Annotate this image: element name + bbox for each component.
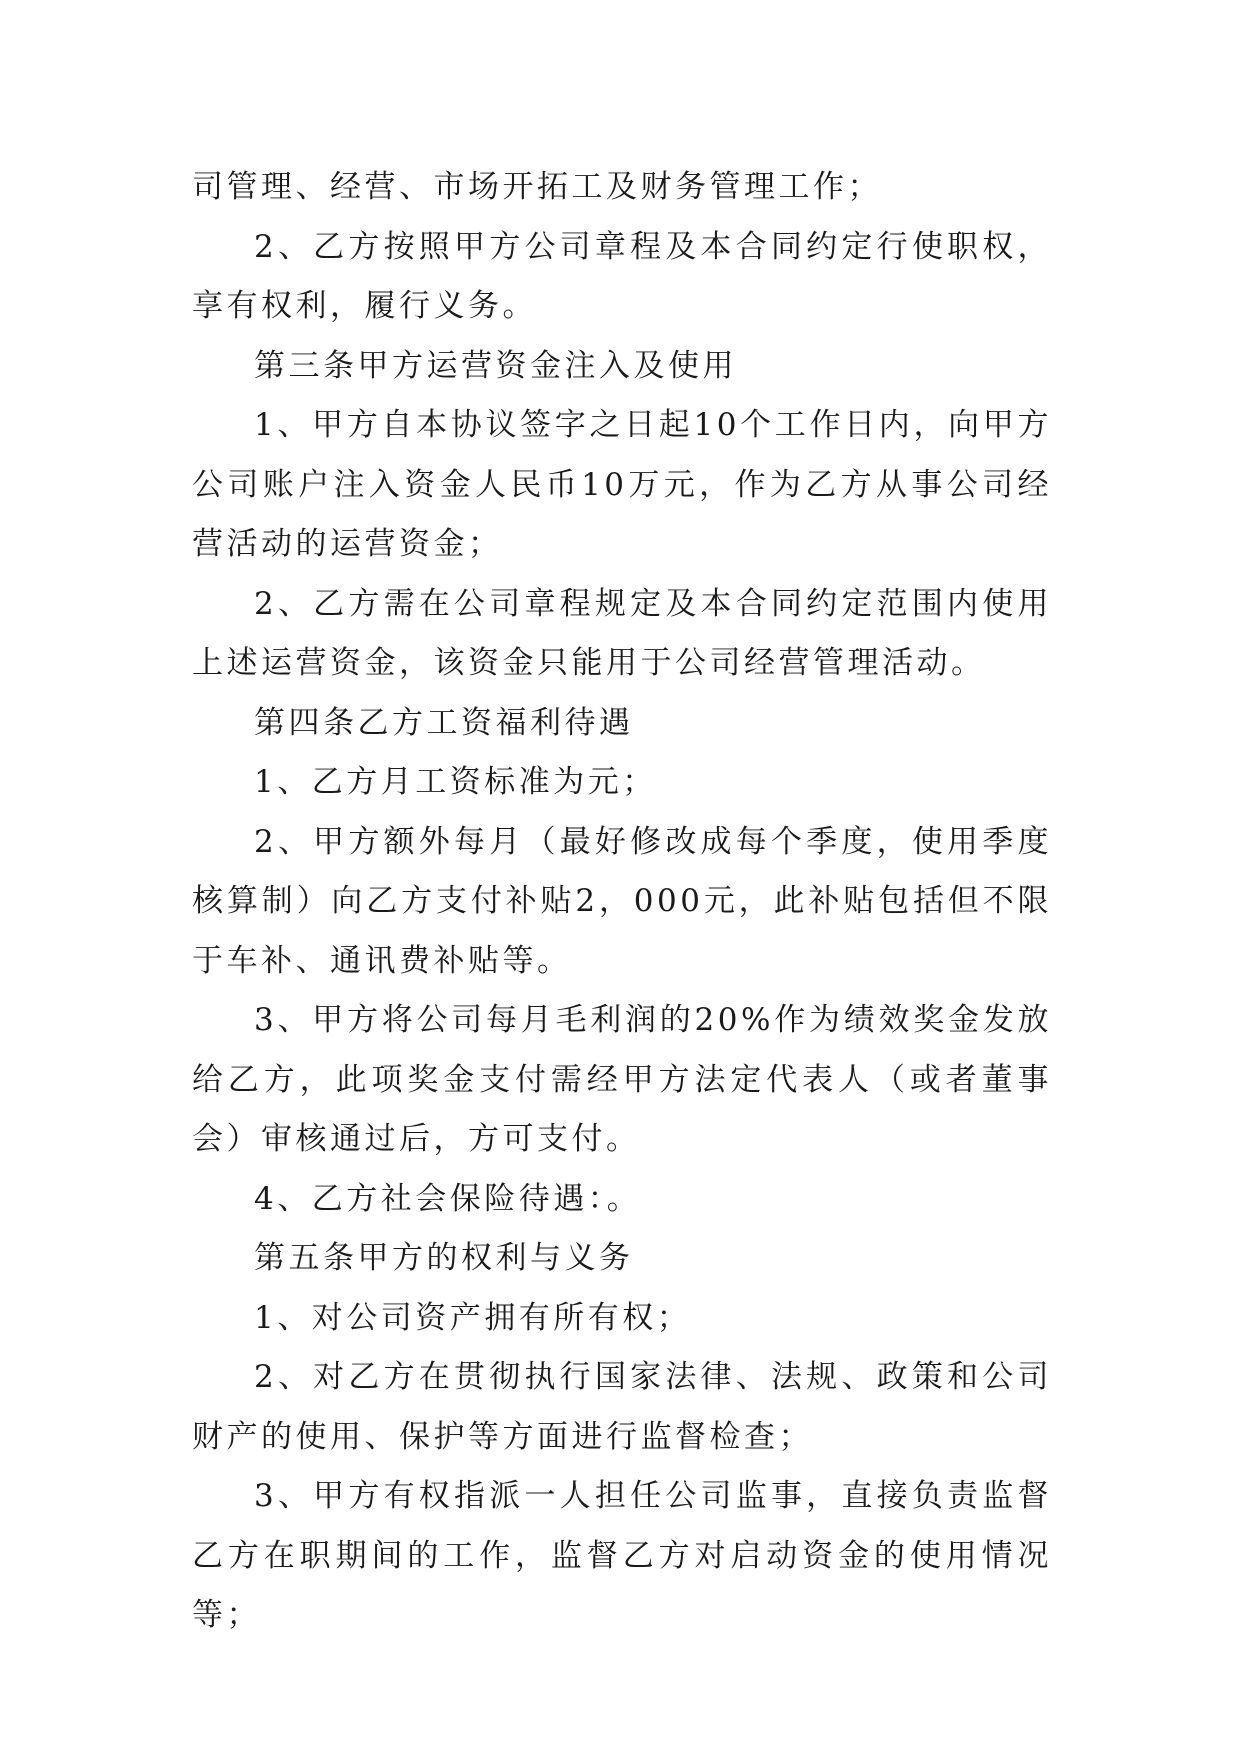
article-4-heading: 第四条乙方工资福利待遇 <box>254 704 634 741</box>
paragraph-clause-5-2: 2、对乙方在贯彻执行国家法律、法规、政策和公司财产的使用、保护等方面进行监督检查； <box>192 1359 1052 1455</box>
paragraph-clause-4-4: 4、乙方社会保险待遇：。 <box>254 1180 642 1217</box>
paragraph-continuation: 司管理、经营、市场开拓工及财务管理工作； <box>192 169 882 205</box>
paragraph-clause-3-1: 1、甲方自本协议签字之日起10个工作日内，向甲方公司账户注入资金人民币10万元，作为乙方从事公司经营活动的运营资金； <box>192 407 1052 562</box>
paragraph-clause-4-1: 1、乙方月工资标准为元； <box>254 764 657 800</box>
article-3-heading: 第三条甲方运营资金注入及使用 <box>254 347 737 384</box>
paragraph-clause-4-2: 2、甲方额外每月（最好修改成每个季度，使用季度核算制）向乙方支付补贴2，000元，此补贴包括但不限于车补、通讯费补贴等。 <box>192 823 1052 979</box>
paragraph-clause-5-1: 1、对公司资产拥有所有权； <box>254 1299 692 1336</box>
article-5-heading: 第五条甲方的权利与义务 <box>254 1240 634 1276</box>
paragraph-clause-5-3: 3、甲方有权指派一人担任公司监事，直接负责监督乙方在职期间的工作，监督乙方对启动资金的使用情况等； <box>192 1478 1052 1633</box>
paragraph-clause-4-3: 3、甲方将公司每月毛利润的20%作为绩效奖金发放给乙方，此项奖金支付需经甲方法定代表人（或者董事会）审核通过后，方可支付。 <box>192 1002 1052 1157</box>
paragraph-clause-3-2: 2、乙方需在公司章程规定及本合同约定范围内使用上述运营资金，该资金只能用于公司经营管理活动。 <box>192 585 1052 681</box>
paragraph-clause-2-2: 2、乙方按照甲方公司章程及本合同约定行使职权，享有权利，履行义务。 <box>192 228 1052 324</box>
document-body <box>192 158 1052 1646</box>
